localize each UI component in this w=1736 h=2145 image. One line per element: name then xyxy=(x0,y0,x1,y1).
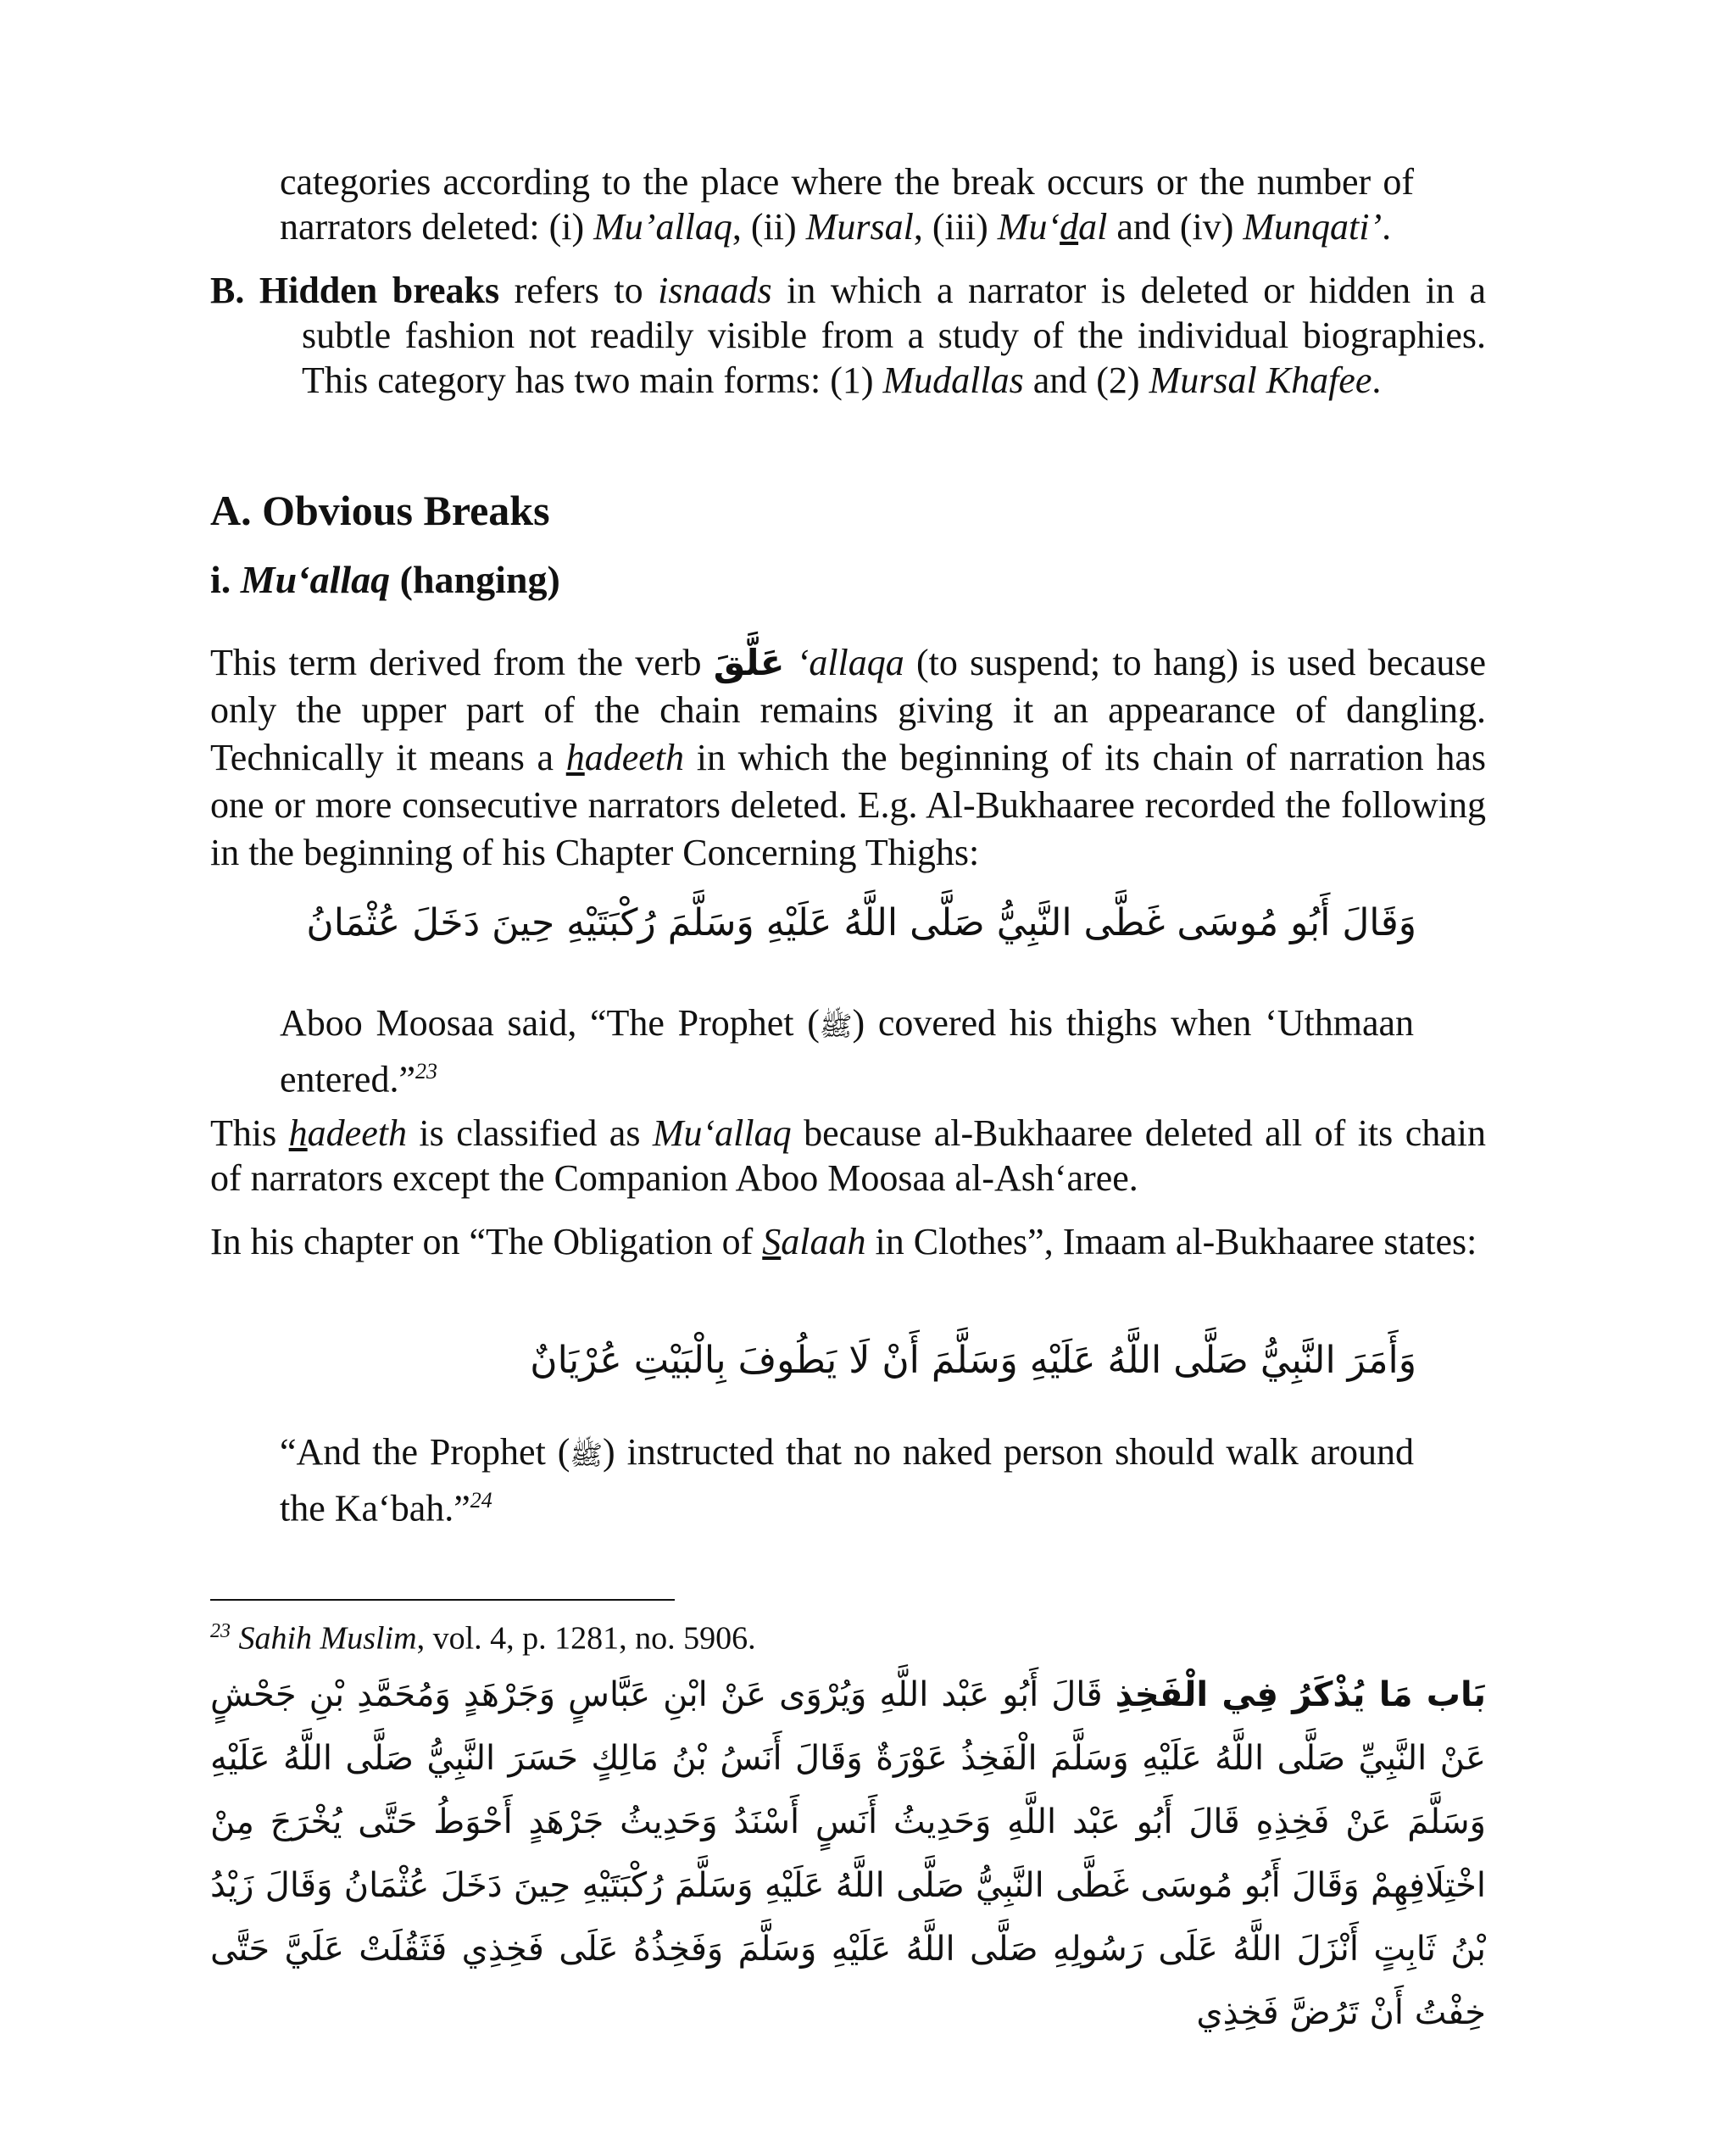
section-heading: A. Obvious Breaks xyxy=(210,487,550,534)
salutation-symbol: ﷺ xyxy=(819,1010,853,1042)
arabic-hadith-2: وَأَمَرَ النَّبِيُّ صَلَّى اللَّهُ عَلَيْهِ وَسَلَّمَ أَنْ لَا يَطُوفَ بِالْبَيْتِ عُرْيَانٌ xyxy=(530,1339,1416,1382)
footnote-ref-23: 23 xyxy=(415,1059,437,1084)
footnote-ref-24: 24 xyxy=(470,1488,492,1513)
arabic-hadith-1: وَقَالَ أَبُو مُوسَى غَطَّى النَّبِيُّ صَلَّى اللَّهُ عَلَيْهِ وَسَلَّمَ رُكْبَتَيْهِ حِينَ دَخَلَ عُثْمَانُ xyxy=(306,901,1416,944)
explanation-paragraph: This hadeeth is classified as Mu‘allaq because al-Bukhaaree deleted all of its chain of narrators except the Companion Aboo Moosaa al-Ash‘aree. xyxy=(210,1112,1486,1199)
para-hidden-breaks: B. Hidden breaks refers to isnaads in which a narrator is deleted or hidden in a subtle fashion not readily visible from a study of the individual biographies. This category has two main forms: (1) Mudallas and (2) Mursal Khafee. xyxy=(210,270,1486,401)
footnote-23: $^{23}$ Sahih Muslim, vol. 4, p. 1281, no. 5906. xyxy=(210,1620,756,1657)
term-paragraph: This term derived from the verb عَلَّقَ ‘allaqa (to suspend; to hang) is used because only the upper part of the chain remains giving it an appearance of dangling. Technically it means a hadeeth in which the beginning of its chain of narration has one or more consecutive narrators deleted. E.g. Al-Bukhaaree recorded the following in the beginning of his Chapter Concerning Thighs: xyxy=(210,642,1486,873)
translation-1: Aboo Moosaa said, “The Prophet (ﷺ) covered his thighs when ‘Uthmaan entered.”$^{23}$ xyxy=(280,1002,1414,1100)
translation-2: “And the Prophet (ﷺ) instructed that no naked person should walk around the Ka‘bah.”$^{24}$ xyxy=(280,1431,1415,1529)
para-a-continuation: categories according to the place where the break occurs or the number of narrators deleted: (i) Mu’allaq, (ii) Mursal, (iii) Mu‘dal and (iv) Munqati’. xyxy=(280,161,1414,248)
chapter-paragraph: In his chapter on “The Obligation of Salaah in Clothes”, Imaam al-Bukhaaree states: xyxy=(210,1221,1477,1262)
footnote-arabic-text: بَاب مَا يُذْكَرُ فِي الْفَخِذِ قَالَ أَبُو عَبْد اللَّهِ وَيُرْوَى عَنْ ابْنِ عَبَّاسٍ وَجَرْهَدٍ وَمُحَمَّدِ بْنِ جَحْشٍ عَنْ النَّبِيِّ صَلَّى اللَّهُ عَلَيْهِ وَسَلَّمَ الْفَخِذُ عَوْرَةٌ وَقَالَ أَنَسُ بْنُ مَالِكٍ حَسَرَ النَّبِيُّ صَلَّى اللَّهُ عَلَيْهِ وَسَلَّمَ عَنْ فَخِذِهِ قَالَ أَبُو عَبْد اللَّهِ وَحَدِيثُ أَنَسٍ أَسْنَدُ وَحَدِيثُ جَرْهَدٍ أَحْوَطُ حَتَّى يُخْرَجَ مِنْ اخْتِلَافِهِمْ وَقَالَ أَبُو مُوسَى غَطَّى النَّبِيُّ صَلَّى اللَّهُ عَلَيْهِ وَسَلَّمَ رُكْبَتَيْهِ حِينَ دَخَلَ عُثْمَانُ وَقَالَ زَيْدُ بْنُ ثَابِتٍ أَنْزَلَ اللَّهُ عَلَى رَسُولِهِ صَلَّى اللَّهُ عَلَيْهِ وَسَلَّمَ وَفَخِذُهُ عَلَى فَخِذِي فَثَقُلَتْ عَلَيَّ حَتَّى خِفْتُ أَنْ تَرُضَّ فَخِذِي xyxy=(210,1675,1486,2032)
document-page xyxy=(210,0,1486,2145)
salutation-symbol: ﷺ xyxy=(570,1439,604,1471)
subsection-heading: i. Mu‘allaq (hanging) xyxy=(210,558,560,601)
footnote-divider xyxy=(210,1599,675,1601)
